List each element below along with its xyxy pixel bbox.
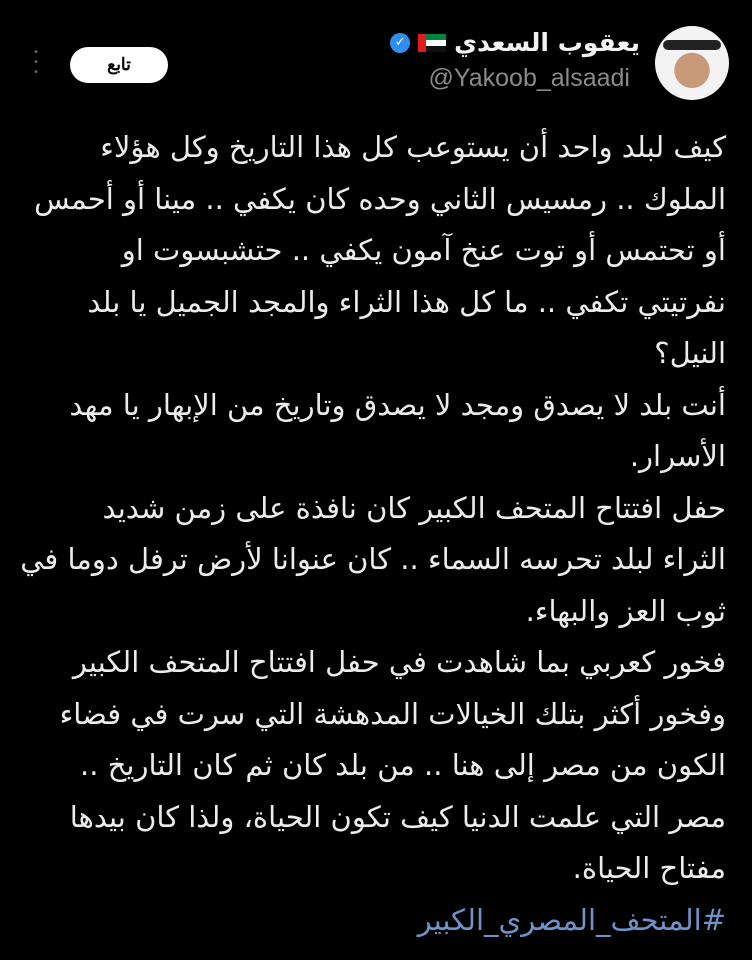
follow-button[interactable]: تابع: [70, 47, 168, 83]
tweet-line: ثوب العز والبهاء.: [525, 593, 726, 628]
verified-badge-icon: ✓: [390, 33, 410, 53]
avatar[interactable]: [655, 26, 729, 100]
tweet-line: نفرتيتي تكفي .. ما كل هذا الثراء والمجد الجميل يا بلد: [87, 284, 726, 319]
author-name[interactable]: يعقوب السعدي: [454, 28, 640, 57]
tweet-line: مصر التي علمت الدنيا كيف تكون الحياة، ولذا كان بيدها: [69, 799, 726, 834]
tweet-text: [20, 122, 726, 946]
tweet-line: كيف لبلد واحد أن يستوعب كل هذا التاريخ وكل هؤلاء: [100, 130, 726, 164]
tweet-line: فخور كعربي بما شاهدت في حفل افتتاح المتحف الكبير: [72, 645, 726, 679]
avatar-headband: [663, 40, 721, 50]
tweet-line: مفتاح الحياة.: [572, 851, 726, 885]
hashtag-link[interactable]: #المتحف_المصري_الكبير: [417, 902, 726, 937]
tweet-line: الأسرار.: [629, 439, 726, 473]
author-name-row: [390, 28, 640, 57]
tweet-line: الكون من مصر إلى هنا .. من بلد كان ثم كان التاريخ ..: [80, 748, 726, 782]
tweet-line: النيل؟: [654, 336, 726, 370]
tweet-line: حفل افتتاح المتحف الكبير كان نافذة على زمن شديد: [102, 490, 726, 525]
uae-flag-icon: [418, 34, 446, 52]
more-vertical-icon[interactable]: • • •: [33, 47, 39, 78]
tweet-line: الملوك .. رمسيس الثاني وحده كان يكفي .. مينا أو أحمس: [34, 181, 726, 216]
tweet-line: أو تحتمس أو توت عنخ آمون يكفي .. حتشبسوت او: [121, 233, 726, 267]
tweet-line: أنت بلد لا يصدق ومجد لا يصدق وتاريخ من الإبهار يا مهد: [69, 387, 726, 422]
tweet-line: الثراء لبلد تحرسه السماء .. كان عنوانا لأرض ترفل دوما في: [20, 542, 726, 576]
tweet-line: وفخور أكثر بتلك الخيالات المدهشة التي سرت في فضاء: [59, 696, 726, 731]
author-handle[interactable]: @Yakoob_alsaadi: [428, 64, 630, 92]
